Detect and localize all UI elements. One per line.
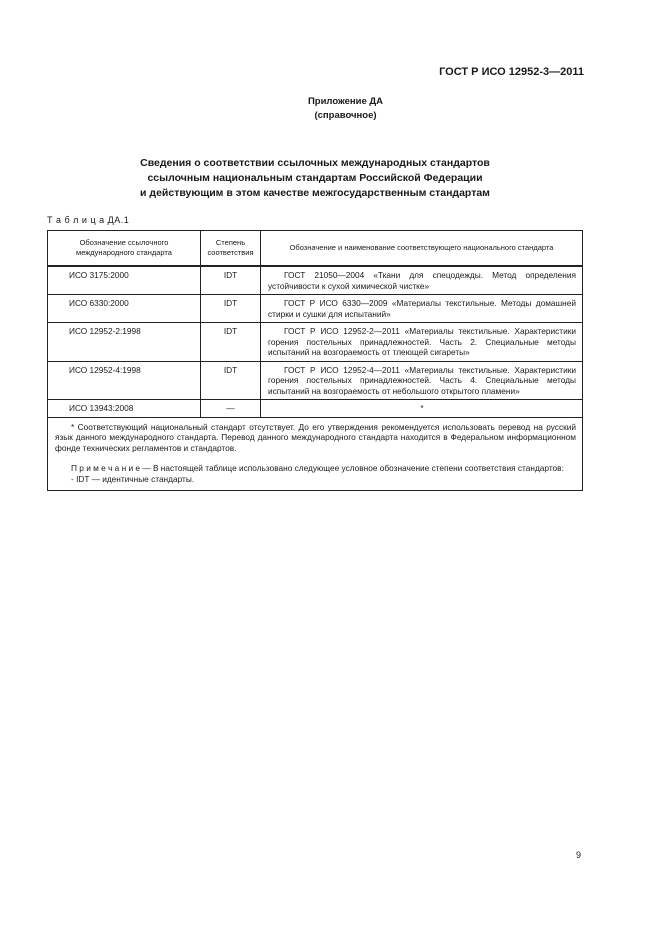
appendix-title: Приложение ДА: [307, 96, 384, 107]
note-item: - IDT — идентичные стандарты.: [71, 473, 195, 484]
national-cell: *: [261, 400, 583, 418]
page-number: 9: [576, 850, 582, 860]
note-text: — В настоящей таблице использовано следующее условное обозначение степени соответствия стандартов:: [140, 463, 564, 473]
header-text: Степень: [215, 237, 246, 247]
reference-cell: ИСО 12952-2:1998: [48, 323, 201, 362]
national-cell: [261, 323, 583, 362]
footnote-text: * Соответствующий национальный стандарт отсутствует. До его утверждения рекомендуется использовать перевод на русский язык данного международного стандарта. Перевод данного международного стандарта находится в Федеральном информационном фонде технических регламентов и стандартов.: [55, 421, 576, 453]
table-notes-row: [48, 417, 583, 491]
header-reference-standard: [48, 231, 201, 267]
header-national-standard: Обозначение и наименование соответствующего национального стандарта: [261, 231, 583, 267]
header-text: соответствия: [207, 248, 254, 257]
degree-cell: IDT: [201, 361, 261, 400]
table-header-row: [48, 231, 583, 267]
reference-cell: ИСО 13943:2008: [48, 400, 201, 418]
header-degree: [201, 231, 261, 267]
reference-cell: ИСО 12952-4:1998: [48, 361, 201, 400]
header-text: Обозначение ссылочного: [79, 237, 169, 247]
table-row: [48, 361, 583, 400]
table-notes: [48, 417, 583, 491]
appendix-subtitle: (справочное): [314, 110, 377, 121]
section-title: [90, 156, 540, 201]
table-row: [48, 266, 583, 295]
section-title-line: и действующим в этом качестве межгосударственным стандартам: [140, 187, 490, 199]
section-title-line: Сведения о соответствии ссылочных международных стандартов: [140, 157, 490, 169]
degree-cell: IDT: [201, 323, 261, 362]
degree-cell: IDT: [201, 295, 261, 323]
degree-cell: —: [201, 400, 261, 418]
national-text: ГОСТ 21050—2004 «Ткани для спецодежды. Метод определения устойчивости к сухой химической чистке»: [268, 270, 576, 291]
national-text: ГОСТ Р ИСО 12952-4—2011 «Материалы текстильные. Характеристики горения постельных принадлежностей. Часть 4. Специальные методы испытаний на возгораемость от небольшого открытого пламени»: [268, 364, 576, 396]
degree-cell: IDT: [201, 266, 261, 295]
footnote: [55, 422, 576, 454]
table-row: [48, 323, 583, 362]
national-cell: [261, 295, 583, 323]
document-header-standard: ГОСТ Р ИСО 12952-3—2011: [439, 66, 584, 78]
reference-cell: ИСО 6330:2000: [48, 295, 201, 323]
appendix-heading: [0, 95, 661, 123]
table-row: [48, 295, 583, 323]
reference-cell: ИСО 3175:2000: [48, 266, 201, 295]
correspondence-table: [47, 230, 583, 491]
national-text: ГОСТ Р ИСО 6330—2009 «Материалы текстильные. Методы домашней стирки и сушки для испытаний»: [268, 298, 576, 319]
header-text: международного стандарта: [76, 248, 172, 257]
note: [55, 463, 576, 474]
national-cell: [261, 266, 583, 295]
table-caption: Т а б л и ц а ДА.1: [47, 215, 130, 225]
note-label: П р и м е ч а н и е: [71, 463, 141, 473]
national-text: ГОСТ Р ИСО 12952-2—2011 «Материалы текстильные. Характеристики горения постельных принадлежностей. Часть 2. Специальные методы испытаний на возгораемость от тлеющей сигареты»: [268, 326, 576, 357]
national-cell: [261, 361, 583, 400]
section-title-line: ссылочным национальным стандартам Российской Федерации: [147, 172, 483, 184]
table-row: [48, 400, 583, 418]
